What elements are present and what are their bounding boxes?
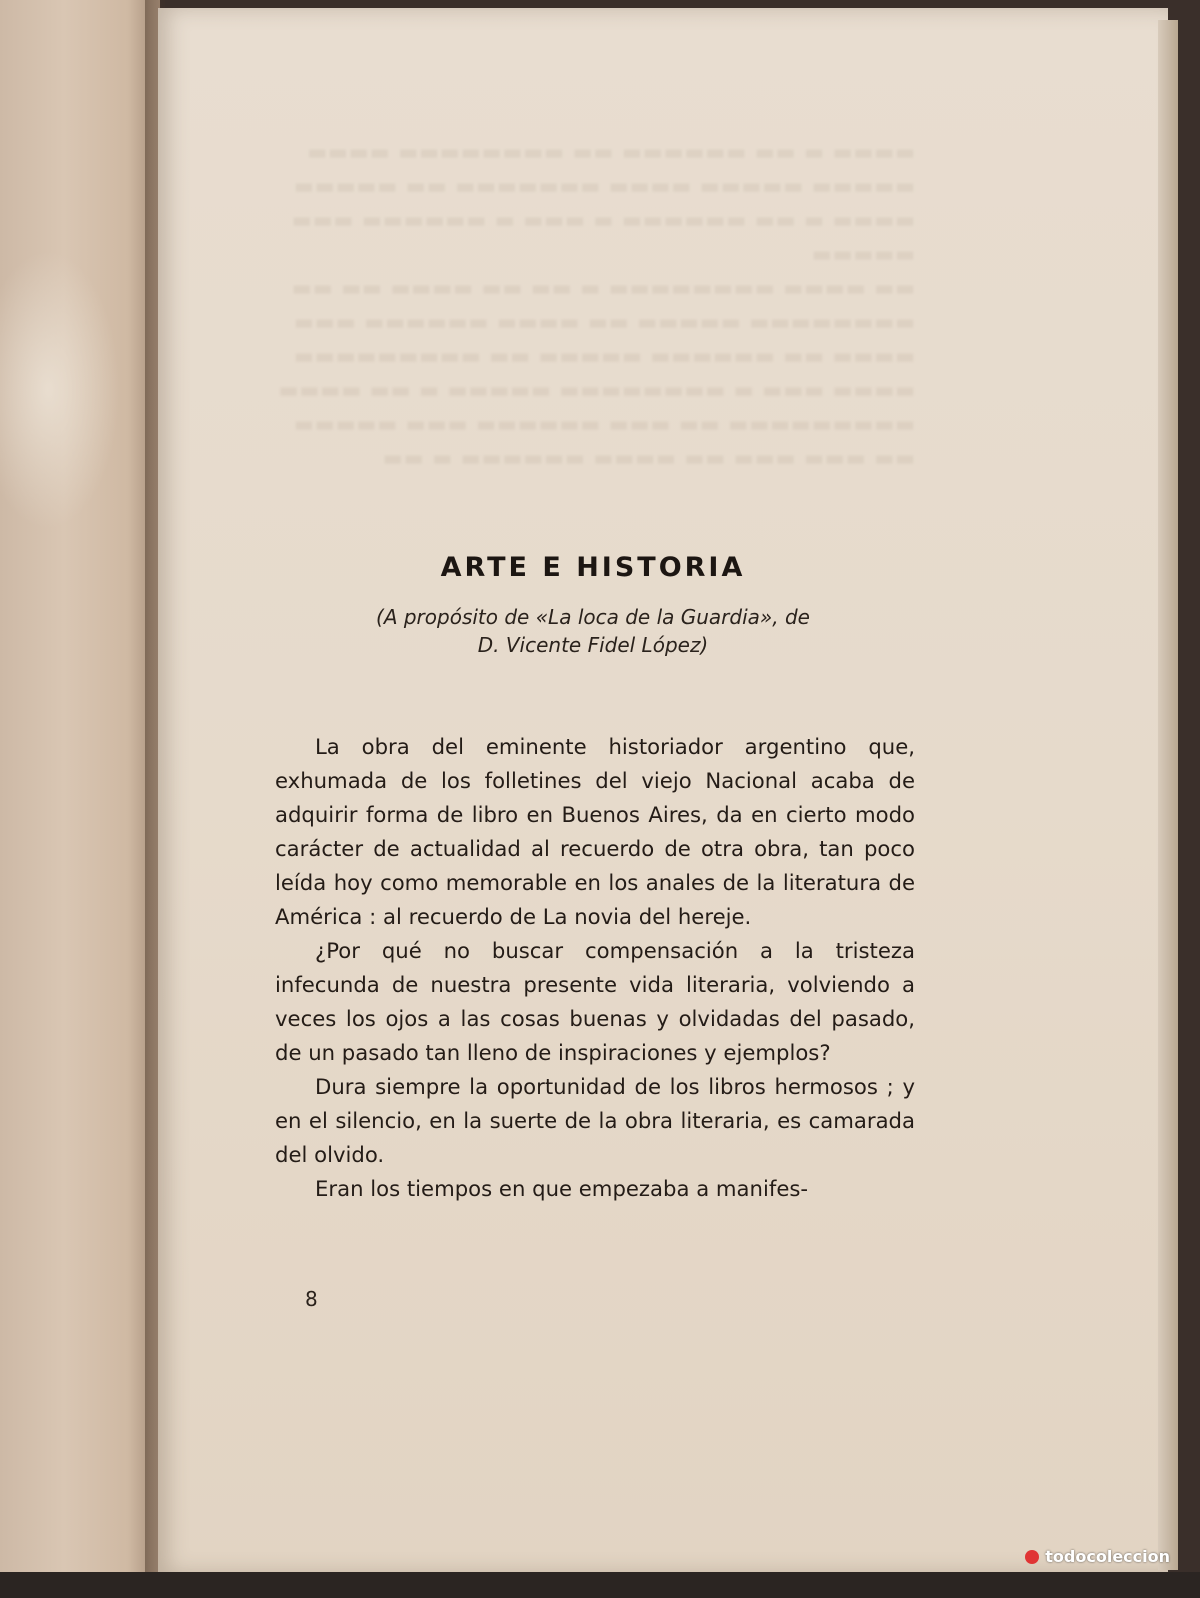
- paragraph: ¿Por qué no buscar compensación a la tristeza infecunda de nuestra presente vida literaria, volviendo a veces los ojos a las cosas buenas y olvidadas del pasado, de un pasado tan lleno de inspiraciones y ejemplos?: [275, 938, 915, 1065]
- chapter-title: ARTE E HISTORIA: [440, 552, 746, 583]
- watermark-text: todocoleccion: [1045, 1547, 1170, 1566]
- paragraph: Dura siempre la oportunidad de los libros hermosos ; y en el silencio, en la suerte de la obra literaria, es camarada del olvido.: [275, 1074, 915, 1167]
- paragraph: La obra del eminente historiador argentino que, exhumada de los folletines del viejo Nacional acaba de adquirir forma de libro en Buenos Aires, da en cierto modo carácter de actualidad al recuerdo de otra obra, tan poco leída hoy como memorable en los anales de la literatura de América : al recuerdo de La novia del hereje.: [275, 734, 915, 929]
- watermark-logo-icon: [1025, 1550, 1039, 1564]
- paper-stain: [0, 250, 120, 530]
- bottom-strip: [0, 1572, 1200, 1598]
- subtitle-line-1: (A propósito de «La loca de la Guardia», de: [376, 605, 810, 629]
- page-edge: [1158, 20, 1178, 1570]
- body-text: [275, 730, 915, 1206]
- watermark: [1025, 1547, 1170, 1566]
- page-number: 8: [305, 1287, 318, 1311]
- paragraph: Eran los tiempos en que empezaba a manifes-: [315, 1176, 809, 1201]
- subtitle-line-2: D. Vicente Fidel López): [477, 633, 709, 657]
- show-through-text: ▬▬▬▬ ▬ ▬▬ ▬▬▬▬▬▬ ▬▬ ▬▬▬▬▬▬▬▬ ▬▬▬▬ ▬▬▬▬▬ ▬▬▬▬▬ ▬▬▬▬ ▬▬▬▬▬▬▬ ▬▬ ▬▬▬▬▬ ▬▬▬▬ ▬ ▬▬ ▬▬▬▬▬▬ ▬ ▬▬▬ ▬ ▬▬▬▬▬▬ ▬▬▬ ▬▬▬▬▬ ▬▬ ▬▬▬▬ ▬▬▬▬▬▬▬▬ ▬ ▬▬ ▬▬ ▬▬▬▬ ▬▬ ▬▬ ▬▬▬▬▬▬▬▬ ▬▬▬▬▬ ▬▬ ▬▬▬▬ ▬▬▬▬▬▬ ▬▬▬ ▬▬▬▬ ▬▬ ▬▬▬▬▬▬ ▬▬▬▬▬ ▬▬ ▬▬▬▬▬▬▬▬▬ ▬▬▬▬ ▬▬▬ ▬ ▬▬▬▬▬▬▬▬ ▬▬▬▬▬ ▬ ▬▬ ▬▬▬▬ ▬▬▬▬▬▬▬▬▬ ▬▬ ▬▬▬ ▬▬▬▬▬▬ ▬▬▬ ▬▬▬▬▬ ▬▬ ▬▬▬ ▬▬▬ ▬▬ ▬▬▬▬ ▬▬▬▬▬▬ ▬ ▬▬: [277, 140, 915, 470]
- left-page: [0, 0, 160, 1598]
- chapter-subtitle: [278, 603, 908, 659]
